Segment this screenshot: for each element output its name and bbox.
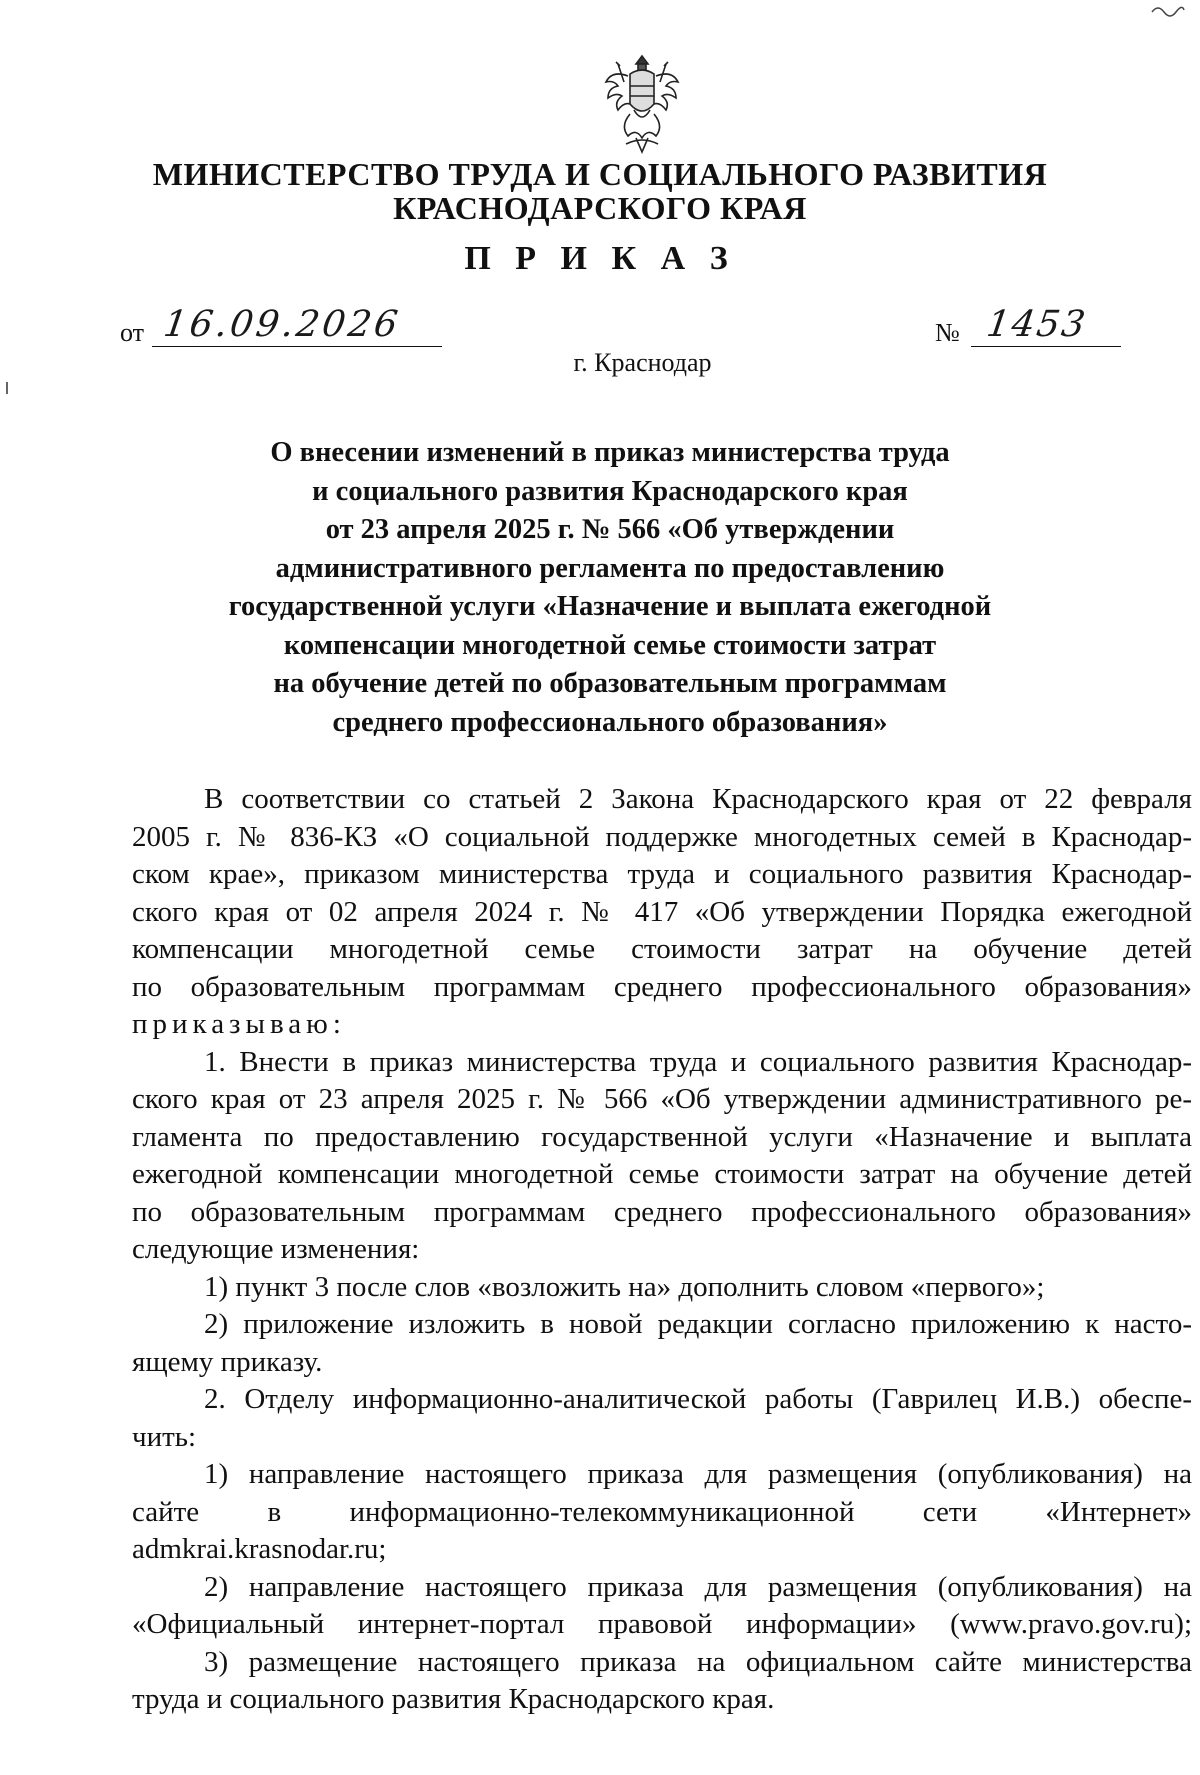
corner-scan-mark-icon bbox=[1150, 2, 1186, 18]
body-line: труда и социального развития Краснодарского края. bbox=[132, 1683, 775, 1715]
title-line: на обучение детей по образовательным программам bbox=[273, 668, 947, 699]
ministry-name-line2: КРАСНОДАРСКОГО КРАЯ bbox=[393, 190, 807, 226]
body-line: следующие изменения: bbox=[132, 1233, 420, 1265]
order-title bbox=[140, 434, 1080, 742]
ministry-name-line1: МИНИСТЕРСТВО ТРУДА И СОЦИАЛЬНОГО РАЗВИТИЯ bbox=[152, 156, 1048, 192]
body-line: 1) пункт 3 после слов «возложить на» дополнить словом «первого»; bbox=[204, 1270, 1045, 1303]
body-line: по образовательным программам среднего профессионального образования» bbox=[132, 1195, 1192, 1228]
body-line: ского края от 02 апреля 2024 г. № 417 «Об утверждении Порядка ежегодной bbox=[132, 895, 1192, 928]
body-line: по образовательным программам среднего профессионального образования» bbox=[132, 970, 1192, 1003]
margin-mark bbox=[6, 382, 8, 394]
body-line: admkrai.krasnodar.ru; bbox=[132, 1533, 387, 1565]
body-line: ежегодной компенсации многодетной семье стоимости затрат на обучение детей bbox=[132, 1158, 1192, 1190]
body-line: 3) размещение настоящего приказа на официальном сайте министерства bbox=[204, 1645, 1192, 1678]
title-line: и социального развития Краснодарского края bbox=[312, 475, 908, 507]
title-line: О внесении изменений в приказ министерства труда bbox=[270, 437, 950, 468]
body-line: компенсации многодетной семье стоимости затрат на обучение детей bbox=[132, 933, 1192, 965]
body-line: 2) направление настоящего приказа для размещения (опубликования) на bbox=[204, 1570, 1192, 1603]
number-underline bbox=[971, 346, 1121, 347]
number-handwritten-value: 1453 bbox=[984, 304, 1090, 345]
body-line-order-word: приказываю: bbox=[132, 1008, 346, 1040]
title-line: государственной услуги «Назначение и выплата ежегодной bbox=[228, 591, 992, 622]
body-line: «Официальный интернет-портал правовой информации» (www.pravo.gov.ru); bbox=[132, 1608, 1192, 1640]
document-type: П Р И К А З bbox=[464, 240, 736, 277]
city: г. Краснодар bbox=[573, 348, 712, 377]
number-label: № bbox=[935, 318, 960, 347]
body-line: 1) направление настоящего приказа для размещения (опубликования) на bbox=[204, 1458, 1192, 1490]
body-line: В соответствии со статьей 2 Закона Краснодарского края от 22 февраля bbox=[204, 783, 1192, 815]
title-line: административного регламента по предоставлению bbox=[275, 552, 945, 584]
body-line: ящему приказу. bbox=[132, 1345, 323, 1378]
body-line: 2005 г. № 836-КЗ «О социальной поддержке многодетных семей в Краснодар- bbox=[132, 820, 1192, 853]
title-line: среднего профессионального образования» bbox=[332, 706, 888, 738]
body-line: ского края от 23 апреля 2025 г. № 566 «Об утверждении административного ре- bbox=[132, 1083, 1192, 1115]
body-line: 2) приложение изложить в новой редакции согласно приложению к насто- bbox=[204, 1308, 1192, 1340]
body-line: чить: bbox=[132, 1420, 197, 1453]
body-line: 2. Отделу информационно-аналитической работы (Гаврилец И.В.) обеспе- bbox=[204, 1383, 1192, 1415]
date-handwritten-value: 16.09.2026 bbox=[161, 304, 404, 345]
body-line: ском крае», приказом министерства труда и социального развития Краснодар- bbox=[132, 858, 1192, 890]
body-line: 1. Внести в приказ министерства труда и социального развития Краснодар- bbox=[204, 1045, 1192, 1078]
body-line: гламента по предоставлению государственной услуги «Назначение и выплата bbox=[132, 1120, 1192, 1153]
coat-of-arms-icon bbox=[600, 52, 684, 156]
body-line: сайте в информационно-телекоммуникационной сети «Интернет» bbox=[132, 1495, 1192, 1528]
date-underline bbox=[152, 346, 442, 347]
title-line: компенсации многодетной семье стоимости затрат bbox=[283, 629, 937, 661]
order-body bbox=[132, 781, 1192, 1719]
date-label: от bbox=[120, 318, 145, 347]
title-line: от 23 апреля 2025 г. № 566 «Об утверждении bbox=[325, 514, 895, 545]
